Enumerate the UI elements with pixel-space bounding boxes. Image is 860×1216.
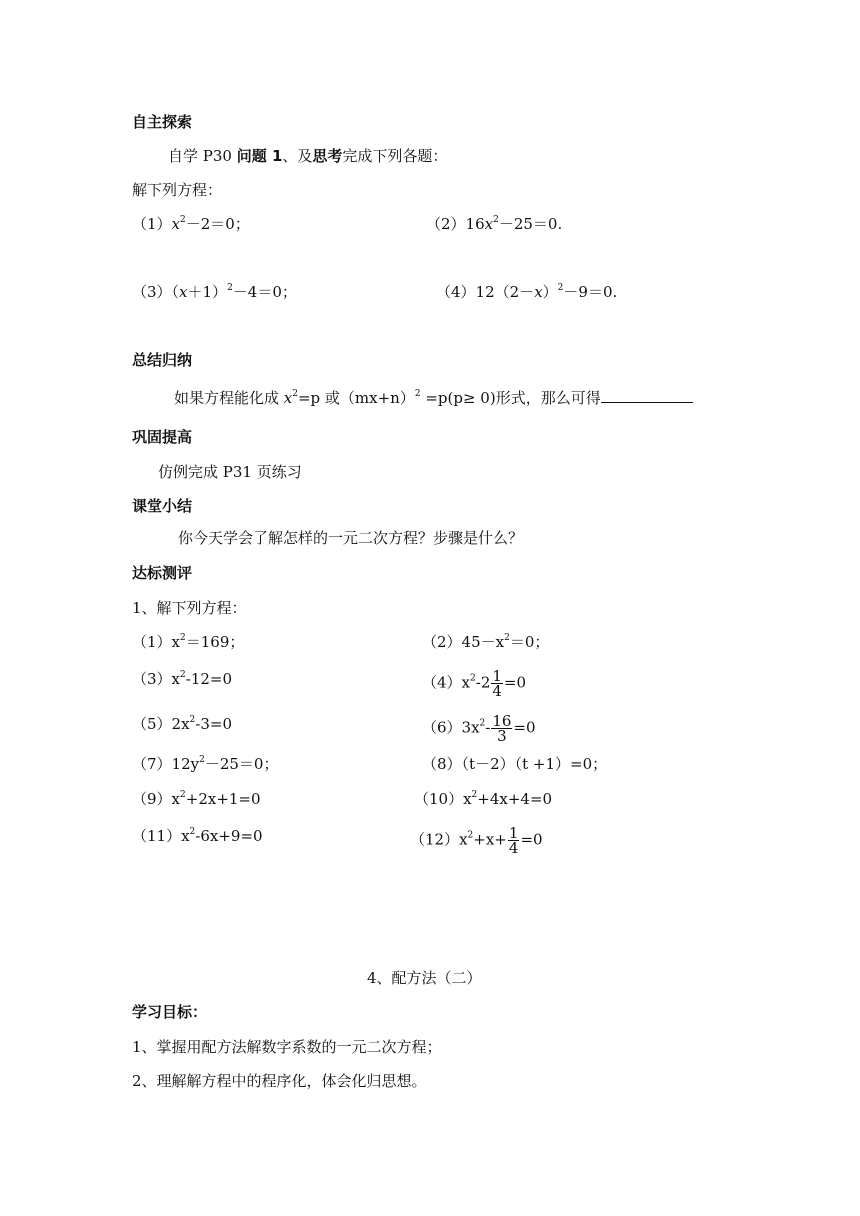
- summary-part: =p(p≥ 0)形式，那么可得: [420, 389, 601, 407]
- p-exp: 2: [471, 790, 478, 800]
- explore-q3: [132, 282, 297, 302]
- test-problem-10: [414, 789, 552, 809]
- q-rest: －4＝0；: [232, 283, 297, 301]
- p-exp: 2: [180, 670, 186, 680]
- q-var: x: [534, 283, 543, 301]
- q-exp: 2: [493, 215, 499, 225]
- test-problem-2: [422, 632, 549, 652]
- test-problem-3: [132, 669, 232, 689]
- intro-problem: 问题 1: [236, 147, 283, 165]
- goals-heading: 学习目标：: [132, 1003, 208, 1021]
- p-text: ＝169；: [185, 633, 245, 651]
- test-problem-9: [132, 789, 261, 809]
- explore-q1: [132, 214, 250, 234]
- q-var: x: [171, 215, 181, 233]
- q-exp: 2: [180, 215, 186, 225]
- consolidate-heading: 巩固提高: [132, 428, 193, 446]
- test-problem-1: [132, 632, 244, 652]
- q-var: x: [179, 283, 188, 301]
- p-exp: 2: [189, 827, 196, 837]
- p-text: -2: [475, 673, 491, 692]
- p-text: =0: [513, 718, 536, 737]
- explore-heading: 自主探索: [132, 113, 193, 131]
- p-exp: 2: [479, 718, 486, 729]
- summary-part: 如果方程能化成: [174, 389, 284, 407]
- p-exp: 2: [180, 633, 186, 643]
- fraction: [491, 714, 512, 743]
- p-text: （7）12y: [132, 755, 200, 773]
- p-text: -3=0: [195, 715, 233, 733]
- p-text: （8）（t－2）（t +1）=0；: [422, 755, 608, 773]
- test-problem-7: [132, 754, 278, 774]
- intro-think: 思考: [312, 147, 343, 165]
- summary-part: =p 或（mx+n）: [297, 389, 415, 407]
- q-num: （1）: [132, 215, 172, 233]
- summary-text: [174, 388, 693, 408]
- q-num: （4）12（2－: [436, 283, 535, 301]
- p-text: －25＝0；: [204, 755, 279, 773]
- summary-exp: 2: [292, 389, 298, 399]
- p-text: +x+: [473, 830, 507, 849]
- test-problem-5: [132, 714, 232, 734]
- q-rest: －25＝0.: [498, 215, 563, 233]
- test-problem-6: [422, 714, 536, 743]
- p-text: =0: [520, 830, 543, 849]
- p-text: （4）x: [422, 673, 471, 692]
- lesson-title: 4、配方法（二）: [367, 969, 482, 987]
- goal-2: 2、理解解方程中的程序化，体会化归思想。: [132, 1072, 427, 1090]
- consolidate-text: 仿例完成 P31 页练习: [158, 463, 302, 481]
- test-lead: 1、解下列方程：: [132, 599, 247, 617]
- q-mid: ）: [542, 283, 558, 301]
- intro-text: 完成下列各题：: [342, 147, 448, 165]
- test-problem-12: [410, 826, 543, 855]
- p-text: （9）x: [132, 790, 181, 808]
- p-text: ＝0；: [509, 633, 550, 651]
- p-text: -6x+9=0: [195, 827, 263, 845]
- p-text: （6）3x: [422, 718, 480, 737]
- test-problem-11: [132, 826, 263, 846]
- test-problem-4: [422, 669, 526, 698]
- q-exp: 2: [557, 283, 564, 293]
- p-text: -: [485, 718, 491, 737]
- test-problem-8: [422, 754, 607, 774]
- summary-var: x: [283, 389, 293, 407]
- q-num: （2）16: [426, 215, 485, 233]
- p-text: +2x+1=0: [185, 790, 261, 808]
- fraction: [491, 669, 503, 698]
- summary-exp: 2: [414, 389, 421, 399]
- explore-intro: [168, 146, 447, 166]
- p-text: （3）x: [132, 670, 181, 688]
- fraction: [508, 826, 520, 855]
- p-text: （12）x: [410, 830, 468, 849]
- q-var: x: [484, 215, 494, 233]
- q-mid: ＋1）: [187, 283, 228, 301]
- q-rest: －2＝0；: [185, 215, 250, 233]
- fraction-numerator: 1: [492, 667, 502, 685]
- p-text: -12=0: [185, 670, 233, 688]
- fraction-denominator: 4: [508, 839, 519, 857]
- q-rest: －9＝0.: [563, 283, 618, 301]
- answer-blank[interactable]: [601, 388, 693, 403]
- fraction-numerator: 16: [492, 712, 512, 730]
- q-num: （3）（: [132, 283, 180, 301]
- explore-q2: [426, 214, 562, 234]
- p-text: =0: [503, 673, 527, 692]
- p-text: （2）45－x: [422, 633, 505, 651]
- p-exp: 2: [467, 830, 474, 841]
- class-summary-text: 你今天学会了解怎样的一元二次方程？步骤是什么？: [178, 529, 524, 547]
- class-summary-heading: 课堂小结: [132, 497, 193, 515]
- explore-q4: [436, 282, 617, 302]
- p-exp: 2: [504, 633, 510, 643]
- q-exp: 2: [227, 283, 233, 293]
- p-text: （1）x: [132, 633, 181, 651]
- p-exp: 2: [180, 790, 186, 800]
- solve-label: 解下列方程：: [132, 181, 223, 199]
- p-text: （10）x: [414, 790, 472, 808]
- p-text: （11）x: [132, 827, 190, 845]
- p-exp: 2: [199, 755, 205, 765]
- fraction-denominator: 4: [492, 682, 502, 700]
- intro-text: 自学 P30: [168, 147, 237, 165]
- goal-1: 1、掌握用配方法解数字系数的一元二次方程；: [132, 1038, 442, 1056]
- p-text: +4x+4=0: [477, 790, 553, 808]
- test-heading: 达标测评: [132, 564, 193, 582]
- p-exp: 2: [189, 715, 196, 725]
- summary-heading: 总结归纳: [132, 351, 193, 369]
- p-text: （5）2x: [132, 715, 190, 733]
- p-exp: 2: [470, 673, 476, 684]
- intro-text: 、及: [282, 147, 313, 165]
- fraction-denominator: 3: [497, 727, 507, 745]
- fraction-numerator: 1: [508, 824, 519, 842]
